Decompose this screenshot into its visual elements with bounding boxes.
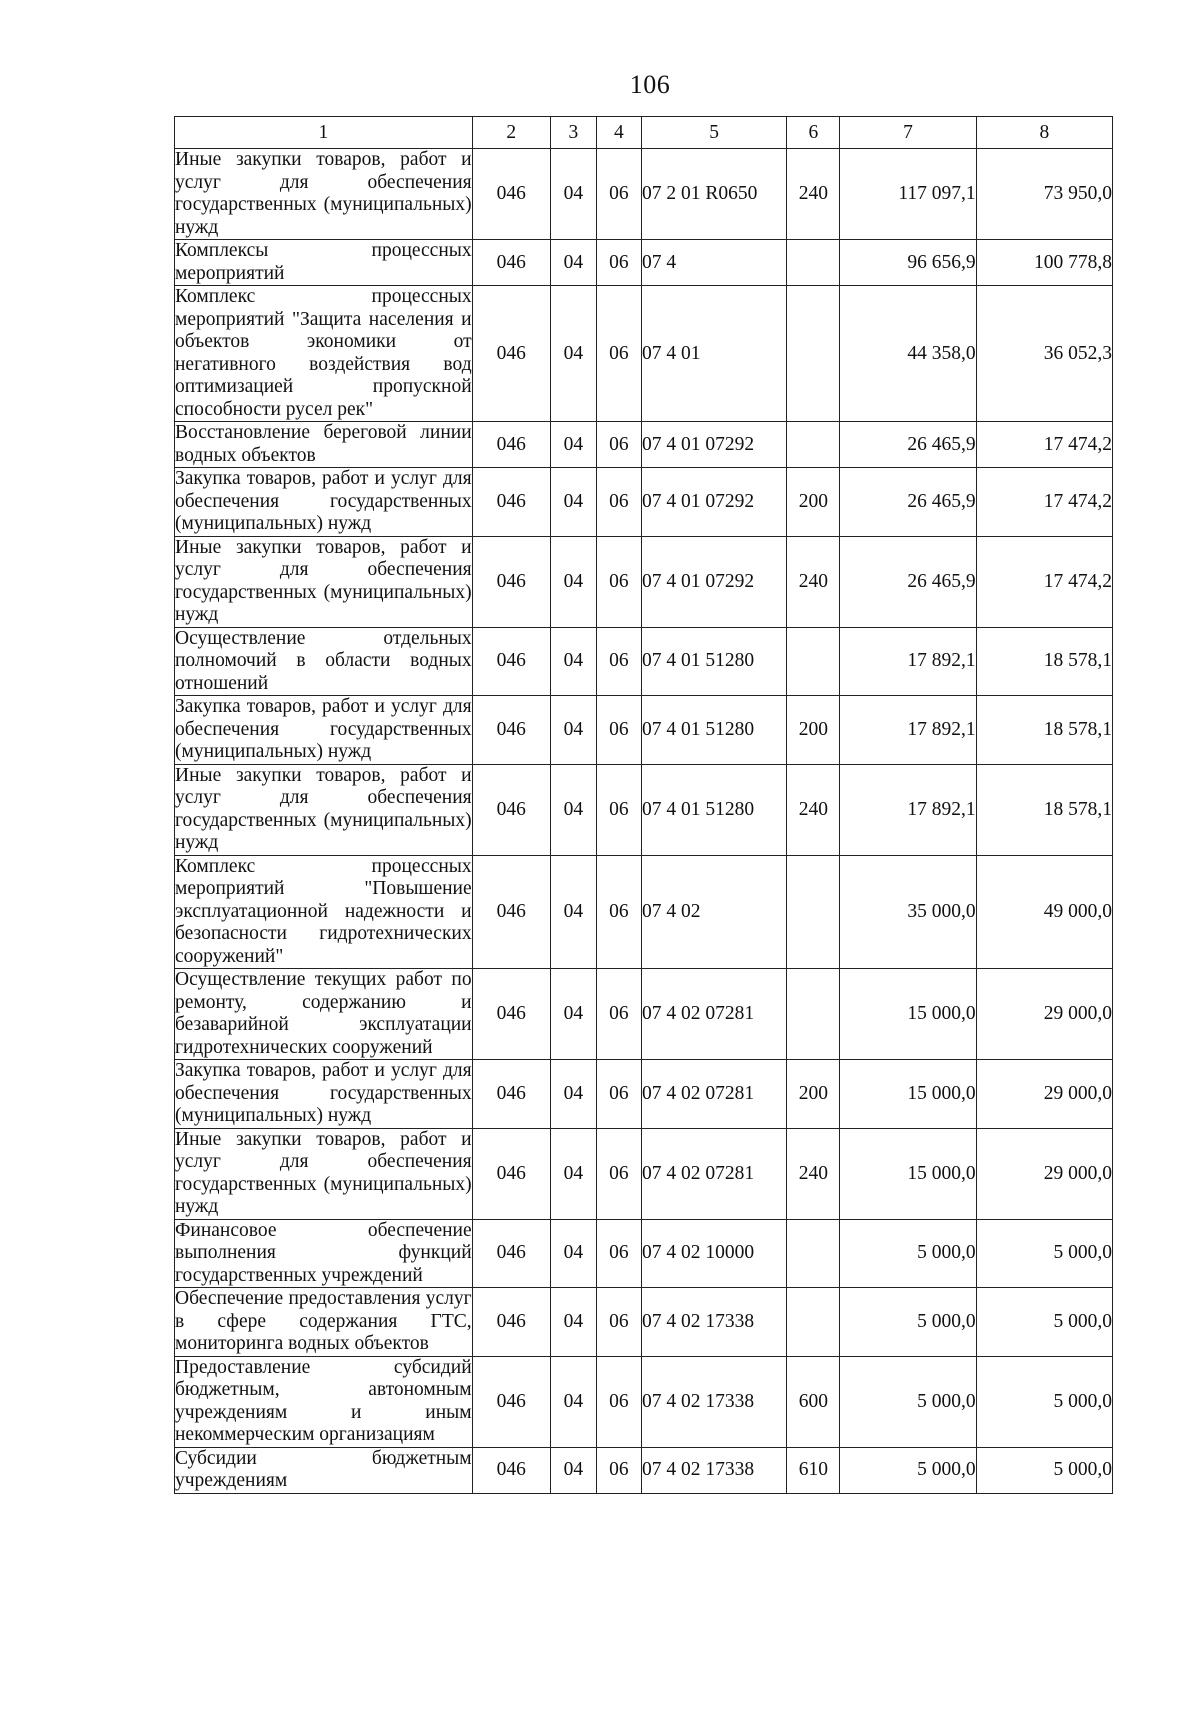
section-code: 04 bbox=[550, 627, 596, 696]
amount-year-2: 17 474,2 bbox=[976, 536, 1112, 627]
section-code: 04 bbox=[550, 149, 596, 240]
page-number: 106 bbox=[629, 70, 671, 99]
item-name: Иные закупки товаров, работ и услуг для обеспечения государственных (муниципальных) нужд bbox=[175, 149, 472, 238]
amount-year-2: 5 000,0 bbox=[976, 1219, 1112, 1288]
expense-type-code bbox=[787, 627, 840, 696]
amount-year-1: 5 000,0 bbox=[840, 1447, 976, 1493]
subsection-code: 06 bbox=[596, 764, 641, 855]
expense-type-code: 240 bbox=[787, 149, 840, 240]
target-article-code: 07 2 01 R0650 bbox=[641, 149, 786, 240]
expense-type-code bbox=[787, 855, 840, 969]
ministry-code: 046 bbox=[472, 422, 550, 468]
ministry-code: 046 bbox=[472, 1128, 550, 1219]
ministry-code: 046 bbox=[472, 536, 550, 627]
section-code: 04 bbox=[550, 422, 596, 468]
item-name: Закупка товаров, работ и услуг для обеспечения государственных (муниципальных) нужд bbox=[175, 1060, 472, 1126]
amount-year-2: 17 474,2 bbox=[976, 422, 1112, 468]
amount-year-1: 15 000,0 bbox=[840, 1128, 976, 1219]
subsection-code: 06 bbox=[596, 696, 641, 765]
table-row bbox=[175, 764, 1113, 855]
item-name: Иные закупки товаров, работ и услуг для обеспечения государственных (муниципальных) нужд bbox=[175, 764, 472, 853]
subsection-code: 06 bbox=[596, 1356, 641, 1447]
amount-year-1: 17 892,1 bbox=[840, 696, 976, 765]
item-name: Осуществление текущих работ по ремонту, содержанию и безаварийной эксплуатации гидротехнических сооружений bbox=[175, 969, 472, 1058]
target-article-code: 07 4 02 10000 bbox=[641, 1219, 786, 1288]
section-code: 04 bbox=[550, 1447, 596, 1493]
section-code: 04 bbox=[550, 536, 596, 627]
header-cell-4: 4 bbox=[596, 117, 641, 149]
amount-year-2: 18 578,1 bbox=[976, 764, 1112, 855]
table-row bbox=[175, 969, 1113, 1060]
amount-year-2: 29 000,0 bbox=[976, 1060, 1112, 1129]
table-row bbox=[175, 422, 1113, 468]
target-article-code: 07 4 01 07292 bbox=[641, 536, 786, 627]
section-code: 04 bbox=[550, 1219, 596, 1288]
ministry-code: 046 bbox=[472, 149, 550, 240]
target-article-code: 07 4 02 bbox=[641, 855, 786, 969]
amount-year-1: 26 465,9 bbox=[840, 422, 976, 468]
subsection-code: 06 bbox=[596, 1128, 641, 1219]
amount-year-1: 35 000,0 bbox=[840, 855, 976, 969]
amount-year-2: 73 950,0 bbox=[976, 149, 1112, 240]
expense-type-code bbox=[787, 1288, 840, 1357]
subsection-code: 06 bbox=[596, 1060, 641, 1129]
ministry-code: 046 bbox=[472, 240, 550, 286]
subsection-code: 06 bbox=[596, 627, 641, 696]
expense-type-code: 610 bbox=[787, 1447, 840, 1493]
amount-year-1: 17 892,1 bbox=[840, 627, 976, 696]
amount-year-1: 5 000,0 bbox=[840, 1356, 976, 1447]
ministry-code: 046 bbox=[472, 855, 550, 969]
header-cell-8: 8 bbox=[976, 117, 1112, 149]
ministry-code: 046 bbox=[472, 696, 550, 765]
table-row bbox=[175, 468, 1113, 537]
target-article-code: 07 4 02 17338 bbox=[641, 1288, 786, 1357]
item-name: Осуществление отдельных полномочий в области водных отношений bbox=[175, 627, 472, 694]
section-code: 04 bbox=[550, 1128, 596, 1219]
item-name: Иные закупки товаров, работ и услуг для обеспечения государственных (муниципальных) нужд bbox=[175, 1128, 472, 1217]
amount-year-2: 17 474,2 bbox=[976, 468, 1112, 537]
header-cell-3: 3 bbox=[550, 117, 596, 149]
table-row bbox=[175, 1447, 1113, 1493]
amount-year-2: 5 000,0 bbox=[976, 1288, 1112, 1357]
item-name: Субсидии бюджетным учреждениям bbox=[175, 1447, 472, 1491]
target-article-code: 07 4 01 bbox=[641, 286, 786, 422]
target-article-code: 07 4 02 07281 bbox=[641, 1128, 786, 1219]
ministry-code: 046 bbox=[472, 969, 550, 1060]
target-article-code: 07 4 01 51280 bbox=[641, 764, 786, 855]
subsection-code: 06 bbox=[596, 1288, 641, 1357]
amount-year-1: 26 465,9 bbox=[840, 468, 976, 537]
amount-year-2: 5 000,0 bbox=[976, 1356, 1112, 1447]
amount-year-2: 5 000,0 bbox=[976, 1447, 1112, 1493]
table-row bbox=[175, 1219, 1113, 1288]
target-article-code: 07 4 02 07281 bbox=[641, 969, 786, 1060]
subsection-code: 06 bbox=[596, 1447, 641, 1493]
target-article-code: 07 4 01 07292 bbox=[641, 468, 786, 537]
expense-type-code bbox=[787, 969, 840, 1060]
table-row bbox=[175, 1356, 1113, 1447]
amount-year-2: 100 778,8 bbox=[976, 240, 1112, 286]
item-name: Финансовое обеспечение выполнения функций государственных учреждений bbox=[175, 1219, 472, 1286]
item-name: Закупка товаров, работ и услуг для обеспечения государственных (муниципальных) нужд bbox=[175, 696, 472, 762]
ministry-code: 046 bbox=[472, 627, 550, 696]
amount-year-2: 36 052,3 bbox=[976, 286, 1112, 422]
section-code: 04 bbox=[550, 468, 596, 537]
target-article-code: 07 4 02 17338 bbox=[641, 1356, 786, 1447]
header-cell-2: 2 bbox=[472, 117, 550, 149]
amount-year-1: 15 000,0 bbox=[840, 1060, 976, 1129]
item-name: Закупка товаров, работ и услуг для обеспечения государственных (муниципальных) нужд bbox=[175, 468, 472, 534]
item-name: Комплексы процессных мероприятий bbox=[175, 240, 472, 284]
amount-year-2: 18 578,1 bbox=[976, 627, 1112, 696]
item-name: Иные закупки товаров, работ и услуг для обеспечения государственных (муниципальных) нужд bbox=[175, 536, 472, 625]
section-code: 04 bbox=[550, 1288, 596, 1357]
ministry-code: 046 bbox=[472, 1356, 550, 1447]
expense-type-code bbox=[787, 240, 840, 286]
amount-year-1: 44 358,0 bbox=[840, 286, 976, 422]
expense-type-code: 200 bbox=[787, 696, 840, 765]
section-code: 04 bbox=[550, 286, 596, 422]
ministry-code: 046 bbox=[472, 764, 550, 855]
table-row bbox=[175, 1060, 1113, 1129]
section-code: 04 bbox=[550, 240, 596, 286]
table-row bbox=[175, 240, 1113, 286]
ministry-code: 046 bbox=[472, 1060, 550, 1129]
section-code: 04 bbox=[550, 696, 596, 765]
table-row bbox=[175, 149, 1113, 240]
amount-year-1: 26 465,9 bbox=[840, 536, 976, 627]
target-article-code: 07 4 02 07281 bbox=[641, 1060, 786, 1129]
amount-year-2: 18 578,1 bbox=[976, 696, 1112, 765]
ministry-code: 046 bbox=[472, 1447, 550, 1493]
section-code: 04 bbox=[550, 764, 596, 855]
table-row bbox=[175, 855, 1113, 969]
table-row bbox=[175, 1128, 1113, 1219]
item-name: Комплекс процессных мероприятий "Повышение эксплуатационной надежности и безопасности гидротехнических сооружений" bbox=[175, 855, 472, 967]
subsection-code: 06 bbox=[596, 286, 641, 422]
header-cell-5: 5 bbox=[641, 117, 786, 149]
expense-type-code bbox=[787, 1219, 840, 1288]
subsection-code: 06 bbox=[596, 969, 641, 1060]
expense-type-code: 240 bbox=[787, 536, 840, 627]
target-article-code: 07 4 01 51280 bbox=[641, 696, 786, 765]
amount-year-1: 117 097,1 bbox=[840, 149, 976, 240]
subsection-code: 06 bbox=[596, 468, 641, 537]
table-row bbox=[175, 1288, 1113, 1357]
amount-year-1: 5 000,0 bbox=[840, 1219, 976, 1288]
subsection-code: 06 bbox=[596, 1219, 641, 1288]
target-article-code: 07 4 01 07292 bbox=[641, 422, 786, 468]
ministry-code: 046 bbox=[472, 1219, 550, 1288]
table-row bbox=[175, 627, 1113, 696]
expense-type-code: 600 bbox=[787, 1356, 840, 1447]
ministry-code: 046 bbox=[472, 286, 550, 422]
header-cell-1: 1 bbox=[175, 117, 473, 149]
amount-year-2: 29 000,0 bbox=[976, 1128, 1112, 1219]
item-name: Обеспечение предоставления услуг в сфере содержания ГТС, мониторинга водных объектов bbox=[175, 1288, 472, 1354]
amount-year-1: 15 000,0 bbox=[840, 969, 976, 1060]
header-cell-7: 7 bbox=[840, 117, 976, 149]
section-code: 04 bbox=[550, 969, 596, 1060]
target-article-code: 07 4 02 17338 bbox=[641, 1447, 786, 1493]
ministry-code: 046 bbox=[472, 1288, 550, 1357]
item-name: Предоставление субсидий бюджетным, автономным учреждениям и иным некоммерческим организациям bbox=[175, 1356, 472, 1445]
expense-type-code bbox=[787, 286, 840, 422]
header-cell-6: 6 bbox=[787, 117, 840, 149]
item-name: Комплекс процессных мероприятий "Защита населения и объектов экономики от негативного воздействия вод оптимизацией пропускной способности русел рек" bbox=[175, 286, 472, 420]
amount-year-1: 17 892,1 bbox=[840, 764, 976, 855]
table-row bbox=[175, 696, 1113, 765]
amount-year-1: 96 656,9 bbox=[840, 240, 976, 286]
table-row bbox=[175, 286, 1113, 422]
expense-type-code: 200 bbox=[787, 468, 840, 537]
expense-type-code: 240 bbox=[787, 1128, 840, 1219]
header-row bbox=[175, 117, 1113, 149]
subsection-code: 06 bbox=[596, 422, 641, 468]
budget-table bbox=[174, 116, 1113, 1494]
item-name: Восстановление береговой линии водных объектов bbox=[175, 422, 472, 466]
target-article-code: 07 4 bbox=[641, 240, 786, 286]
subsection-code: 06 bbox=[596, 240, 641, 286]
amount-year-1: 5 000,0 bbox=[840, 1288, 976, 1357]
amount-year-2: 29 000,0 bbox=[976, 969, 1112, 1060]
subsection-code: 06 bbox=[596, 149, 641, 240]
expense-type-code: 240 bbox=[787, 764, 840, 855]
section-code: 04 bbox=[550, 855, 596, 969]
table-row bbox=[175, 536, 1113, 627]
section-code: 04 bbox=[550, 1356, 596, 1447]
expense-type-code bbox=[787, 422, 840, 468]
target-article-code: 07 4 01 51280 bbox=[641, 627, 786, 696]
subsection-code: 06 bbox=[596, 855, 641, 969]
amount-year-2: 49 000,0 bbox=[976, 855, 1112, 969]
expense-type-code: 200 bbox=[787, 1060, 840, 1129]
section-code: 04 bbox=[550, 1060, 596, 1129]
ministry-code: 046 bbox=[472, 468, 550, 537]
subsection-code: 06 bbox=[596, 536, 641, 627]
